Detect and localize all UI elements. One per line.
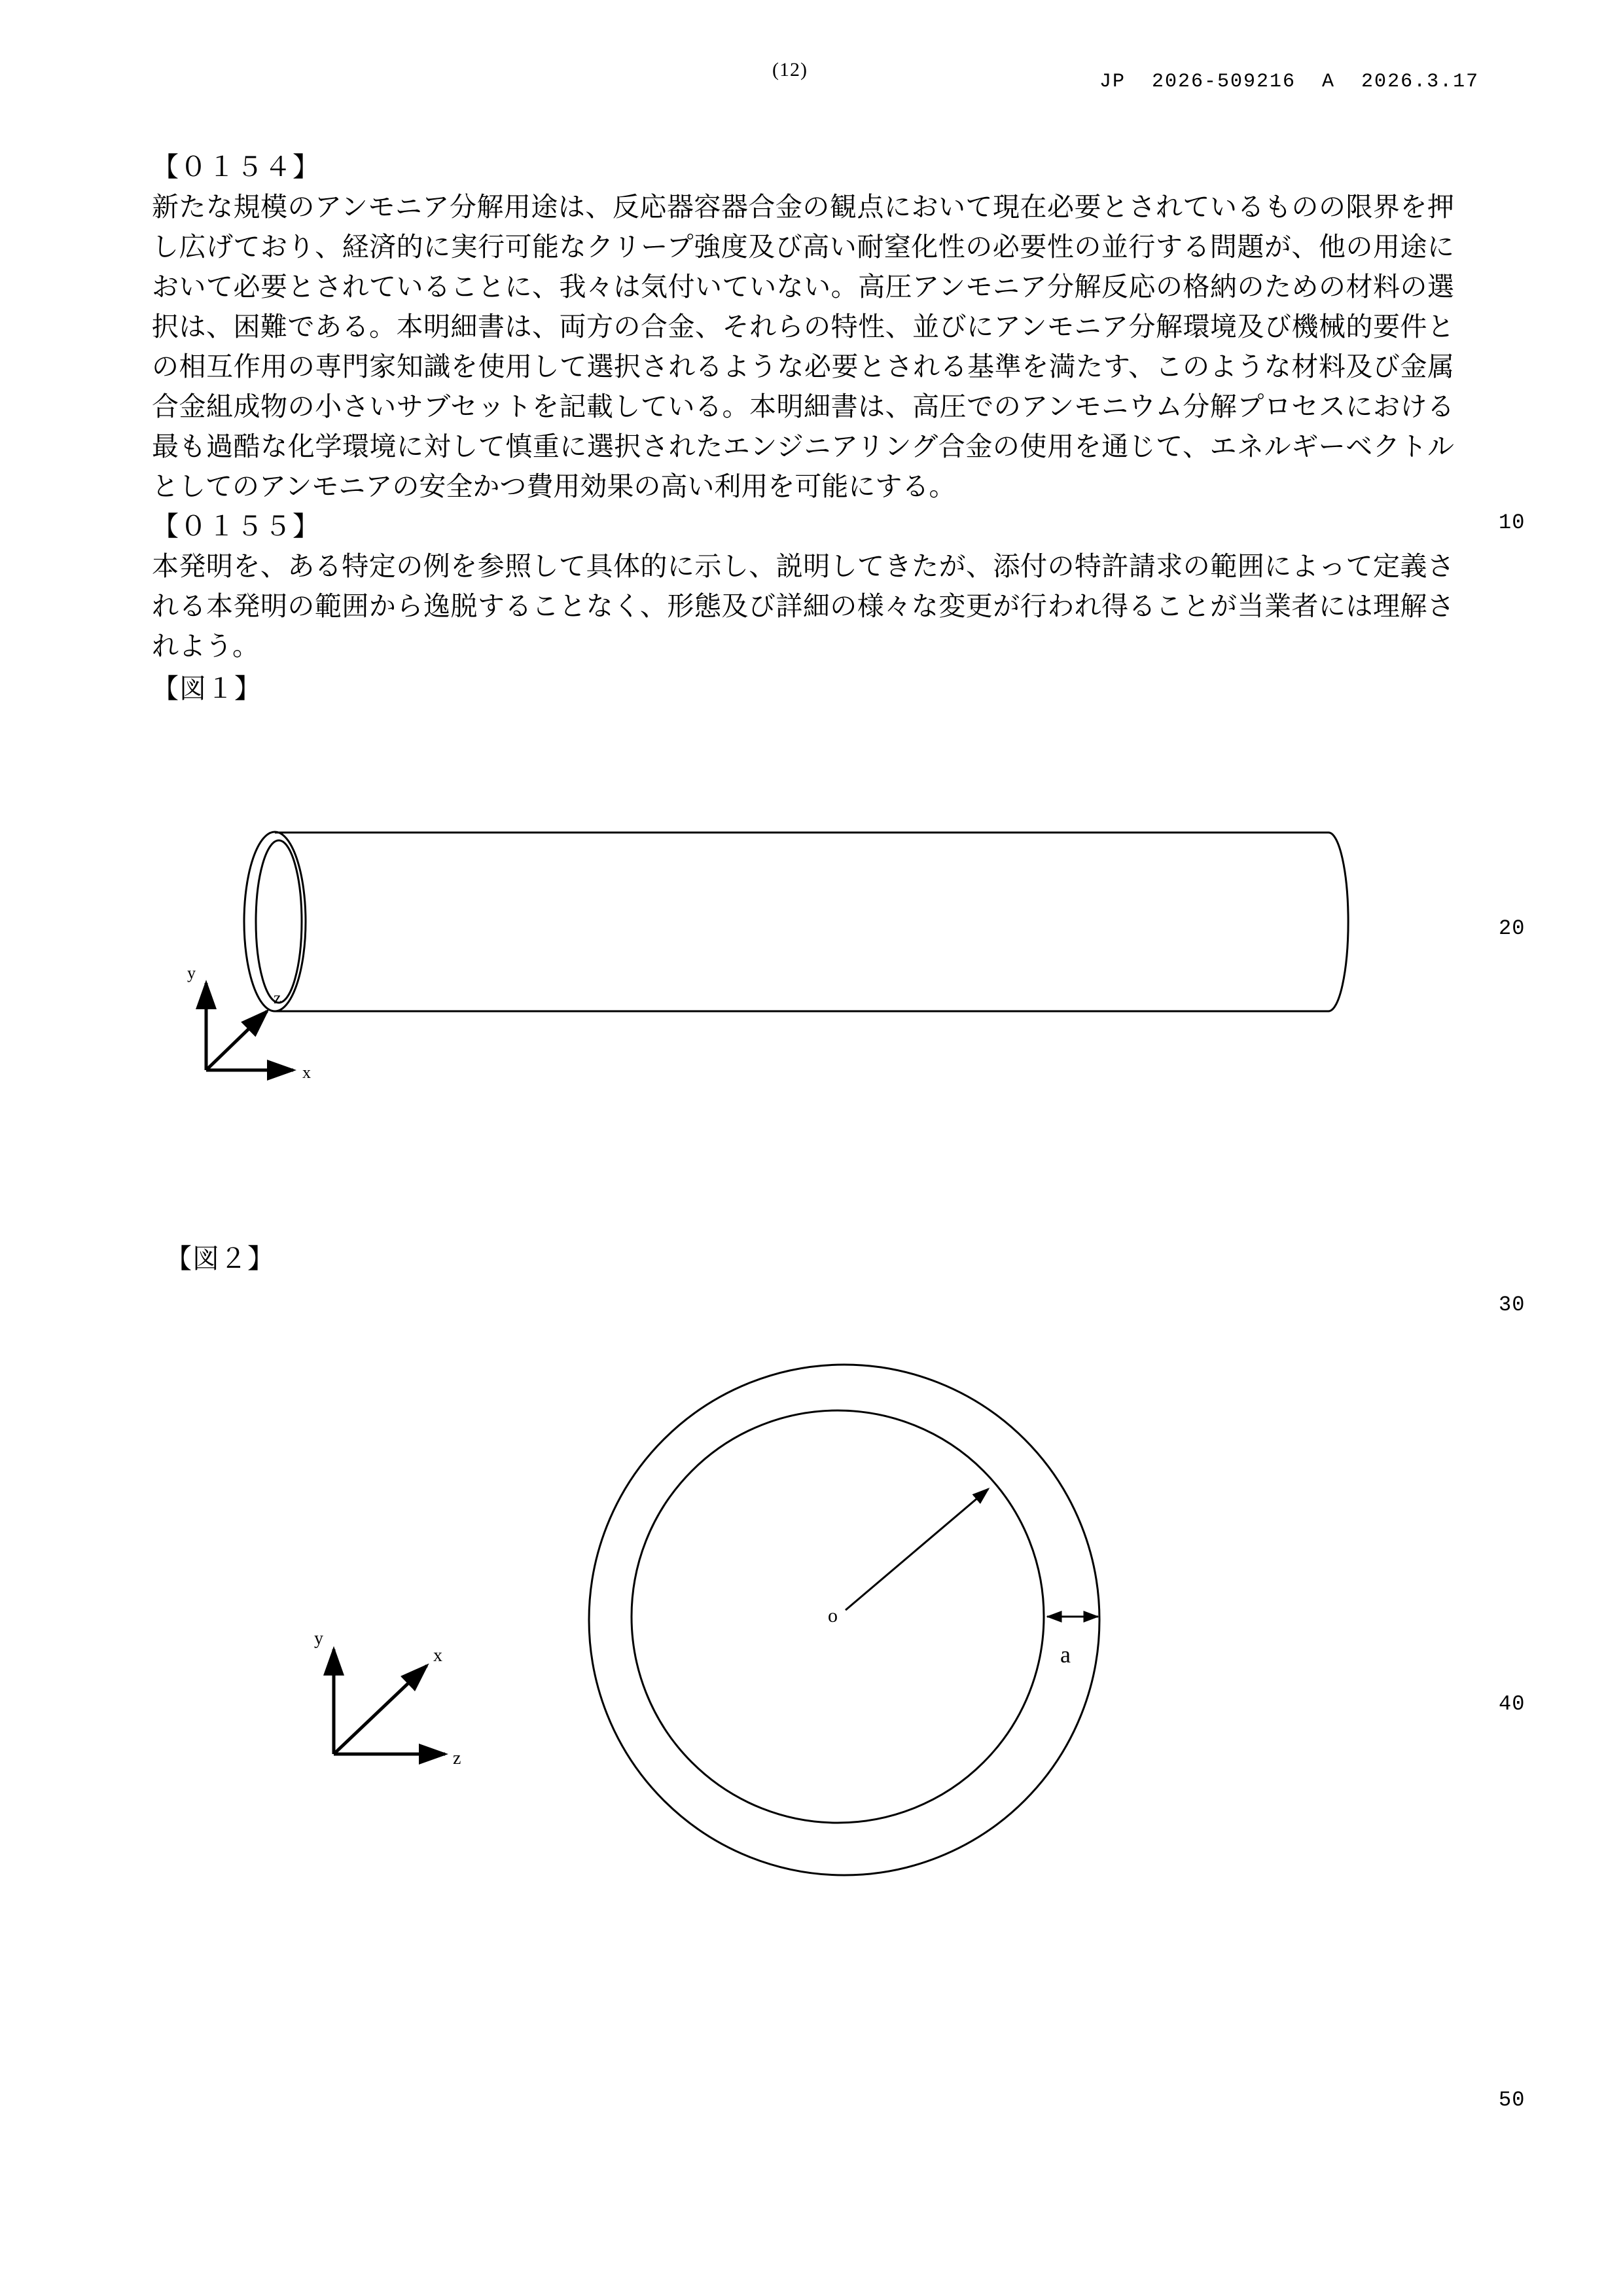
figure-2-axis-z-label: z bbox=[453, 1748, 461, 1768]
figure-2-thickness-label: a bbox=[1060, 1641, 1071, 1668]
figure-2-center-label: o bbox=[828, 1605, 838, 1626]
figure-1-axis-x-label: x bbox=[302, 1063, 311, 1082]
page-number: (12) bbox=[772, 59, 808, 81]
figure-1-drawing bbox=[118, 795, 1492, 1175]
figure-2-axis-y-label: y bbox=[314, 1628, 323, 1649]
figure-2-axis-x-label: x bbox=[433, 1645, 442, 1666]
figure-1-label: 【図１】 bbox=[152, 673, 262, 704]
line-number-50: 50 bbox=[1499, 2088, 1525, 2112]
body-text-block bbox=[152, 147, 1454, 709]
line-number-10: 10 bbox=[1499, 511, 1525, 535]
paragraph-0154-text: 新たな規模のアンモニア分解用途は、反応器容器合金の観点において現在必要とされているものの限界を押し広げており、経済的に実行可能なクリープ強度及び高い耐窒化性の必要性の並行する問題が、他の用途において必要とされていることに、我々は気付いていない。高圧アンモニア分解反応の格納のための材料の選択は、困難である。本明細書は、両方の合金、それらの特性、並びにアンモニア分解環境及び機械的要件との相互作用の専門家知識を使用して選択されるような必要とされる基準を満たす、このような材料及び金属合金組成物の小さいサブセットを記載している。本明細書は、高圧でのアンモニウム分解プロセスにおける最も過酷な化学環境に対して慎重に選択されたエンジニアリング合金の使用を通じて、エネルギーベクトルとしてのアンモニアの安全かつ費用効果の高い利用を可能にする。 bbox=[152, 191, 1454, 502]
line-number-20: 20 bbox=[1499, 916, 1525, 941]
figure-2-drawing bbox=[118, 1296, 1492, 1964]
figure-2-label: 【図２】 bbox=[165, 1243, 275, 1274]
line-number-40: 40 bbox=[1499, 1692, 1525, 1716]
radius-arrow bbox=[846, 1489, 988, 1610]
figure-2 bbox=[118, 1296, 1492, 1964]
paragraph-number-0155: 【０１５５】 bbox=[152, 511, 321, 542]
paragraph-number-0154: 【０１５４】 bbox=[152, 151, 321, 183]
line-number-30: 30 bbox=[1499, 1293, 1525, 1317]
figure-1 bbox=[118, 795, 1492, 1175]
annulus-outline bbox=[589, 1365, 1099, 1875]
axis-triad-figure-2 bbox=[334, 1649, 445, 1754]
figure-1-axis-y-label: y bbox=[187, 963, 196, 982]
document-identifier: JP 2026-509216 A 2026.3.17 bbox=[1099, 71, 1480, 93]
paragraph-0155-text: 本発明を、ある特定の例を参照して具体的に示し、説明してきたが、添付の特許請求の範囲によって定義される本発明の範囲から逸脱することなく、形態及び詳細の様々な変更が行われ得ることが当業者には理解されよう。 bbox=[152, 550, 1454, 662]
figure-1-axis-z-label: z bbox=[274, 988, 281, 1007]
cylinder-outline bbox=[244, 832, 1348, 1011]
